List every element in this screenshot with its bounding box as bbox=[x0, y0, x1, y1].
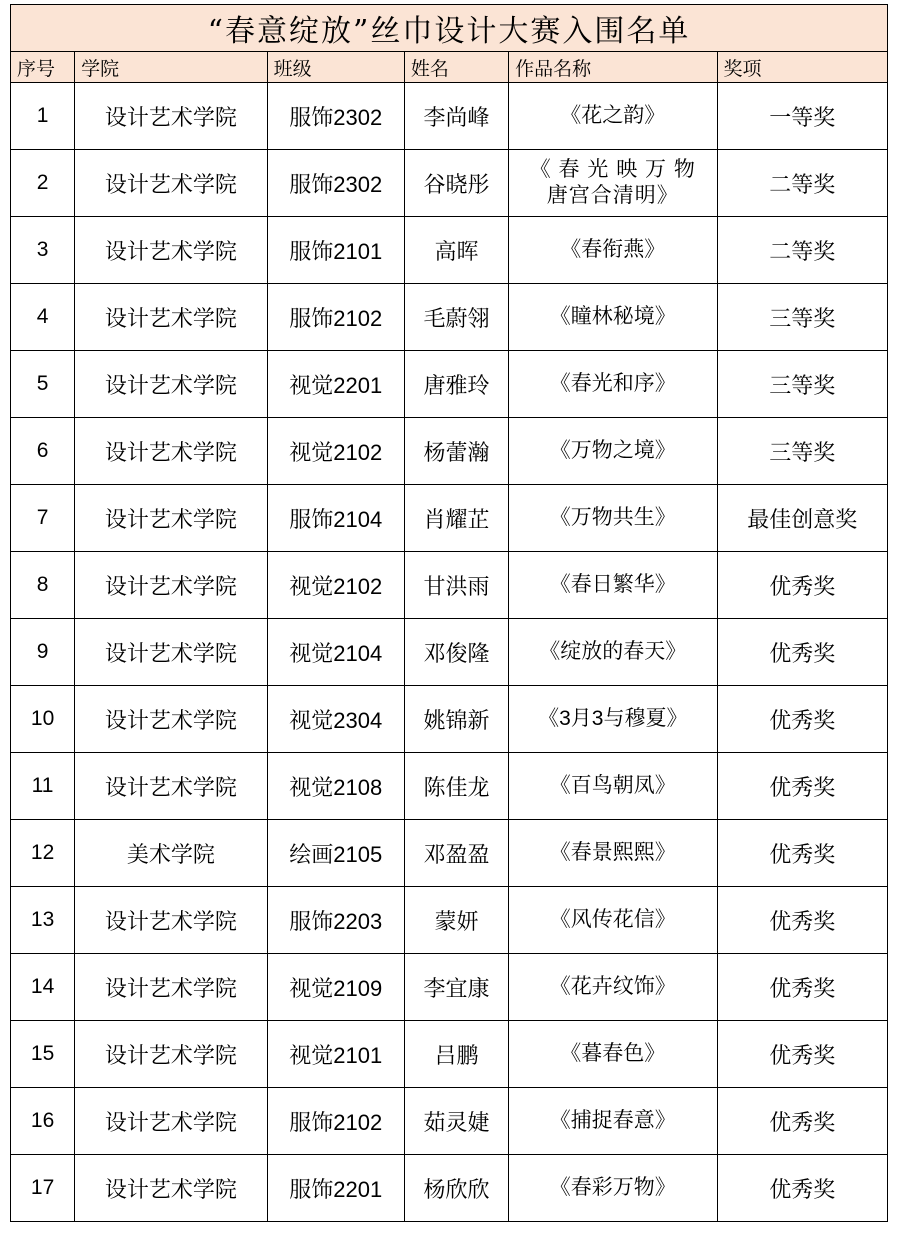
cell-index: 2 bbox=[11, 150, 75, 217]
cell-award: 一等奖 bbox=[717, 83, 887, 150]
cell-work bbox=[509, 150, 717, 217]
cell-college: 设计艺术学院 bbox=[75, 485, 267, 552]
cell-name: 蒙妍 bbox=[404, 887, 508, 954]
cell-work: 《花之韵》 bbox=[509, 83, 717, 150]
cell-work-line1: 《 春 光 映 万 物 bbox=[529, 157, 696, 181]
column-header-award: 奖项 bbox=[717, 52, 887, 83]
cell-college: 设计艺术学院 bbox=[75, 887, 267, 954]
cell-index: 4 bbox=[11, 284, 75, 351]
cell-name: 甘洪雨 bbox=[404, 552, 508, 619]
cell-college: 设计艺术学院 bbox=[75, 284, 267, 351]
table-row bbox=[11, 1155, 888, 1222]
cell-index: 3 bbox=[11, 217, 75, 284]
cell-work: 《万物之境》 bbox=[509, 418, 717, 485]
cell-work: 《春景熙熙》 bbox=[509, 820, 717, 887]
cell-college: 设计艺术学院 bbox=[75, 686, 267, 753]
cell-award: 优秀奖 bbox=[717, 552, 887, 619]
cell-class: 视觉2201 bbox=[267, 351, 404, 418]
cell-name: 姚锦新 bbox=[404, 686, 508, 753]
cell-index: 17 bbox=[11, 1155, 75, 1222]
cell-name: 谷晓彤 bbox=[404, 150, 508, 217]
cell-college: 设计艺术学院 bbox=[75, 552, 267, 619]
cell-work: 《花卉纹饰》 bbox=[509, 954, 717, 1021]
cell-award: 优秀奖 bbox=[717, 887, 887, 954]
cell-college: 设计艺术学院 bbox=[75, 83, 267, 150]
title-row bbox=[11, 5, 888, 52]
cell-award: 二等奖 bbox=[717, 150, 887, 217]
cell-work: 《春日繁华》 bbox=[509, 552, 717, 619]
cell-class: 视觉2104 bbox=[267, 619, 404, 686]
cell-index: 12 bbox=[11, 820, 75, 887]
column-header-college: 学院 bbox=[75, 52, 267, 83]
table-row bbox=[11, 351, 888, 418]
table-row bbox=[11, 1088, 888, 1155]
cell-work: 《绽放的春天》 bbox=[509, 619, 717, 686]
cell-award: 最佳创意奖 bbox=[717, 485, 887, 552]
cell-college: 设计艺术学院 bbox=[75, 418, 267, 485]
table-row bbox=[11, 954, 888, 1021]
cell-class: 视觉2304 bbox=[267, 686, 404, 753]
cell-class: 视觉2109 bbox=[267, 954, 404, 1021]
cell-class: 服饰2302 bbox=[267, 150, 404, 217]
table-row bbox=[11, 418, 888, 485]
cell-work: 《瞳林秘境》 bbox=[509, 284, 717, 351]
table-header-row bbox=[11, 52, 888, 83]
cell-award: 三等奖 bbox=[717, 351, 887, 418]
cell-work: 《风传花信》 bbox=[509, 887, 717, 954]
cell-name: 邓盈盈 bbox=[404, 820, 508, 887]
cell-work: 《万物共生》 bbox=[509, 485, 717, 552]
cell-college: 设计艺术学院 bbox=[75, 351, 267, 418]
cell-work: 《捕捉春意》 bbox=[509, 1088, 717, 1155]
cell-index: 14 bbox=[11, 954, 75, 1021]
cell-index: 1 bbox=[11, 83, 75, 150]
cell-class: 服饰2302 bbox=[267, 83, 404, 150]
cell-work: 《暮春色》 bbox=[509, 1021, 717, 1088]
cell-index: 13 bbox=[11, 887, 75, 954]
cell-name: 陈佳龙 bbox=[404, 753, 508, 820]
cell-index: 5 bbox=[11, 351, 75, 418]
cell-class: 服饰2203 bbox=[267, 887, 404, 954]
cell-class: 视觉2102 bbox=[267, 552, 404, 619]
cell-index: 10 bbox=[11, 686, 75, 753]
cell-name: 邓俊隆 bbox=[404, 619, 508, 686]
cell-class: 服饰2101 bbox=[267, 217, 404, 284]
page-title: “春意绽放”丝巾设计大赛入围名单 bbox=[11, 5, 888, 52]
table-row bbox=[11, 1021, 888, 1088]
cell-name: 吕鹏 bbox=[404, 1021, 508, 1088]
cell-index: 7 bbox=[11, 485, 75, 552]
column-header-index: 序号 bbox=[11, 52, 75, 83]
table-row bbox=[11, 552, 888, 619]
cell-name: 李尚峰 bbox=[404, 83, 508, 150]
cell-name: 杨蕾瀚 bbox=[404, 418, 508, 485]
column-header-work: 作品名称 bbox=[509, 52, 717, 83]
cell-work-line2: 唐宫合清明》 bbox=[546, 184, 679, 207]
table-row bbox=[11, 217, 888, 284]
cell-college: 设计艺术学院 bbox=[75, 217, 267, 284]
cell-college: 设计艺术学院 bbox=[75, 1155, 267, 1222]
cell-class: 绘画2105 bbox=[267, 820, 404, 887]
cell-award: 优秀奖 bbox=[717, 1088, 887, 1155]
table-row bbox=[11, 284, 888, 351]
cell-award: 三等奖 bbox=[717, 284, 887, 351]
cell-index: 9 bbox=[11, 619, 75, 686]
cell-work: 《春光和序》 bbox=[509, 351, 717, 418]
cell-index: 6 bbox=[11, 418, 75, 485]
cell-award: 三等奖 bbox=[717, 418, 887, 485]
cell-award: 优秀奖 bbox=[717, 954, 887, 1021]
cell-name: 茹灵婕 bbox=[404, 1088, 508, 1155]
column-header-name: 姓名 bbox=[404, 52, 508, 83]
cell-name: 李宜康 bbox=[404, 954, 508, 1021]
table-row bbox=[11, 887, 888, 954]
cell-work: 《百鸟朝凤》 bbox=[509, 753, 717, 820]
cell-college: 设计艺术学院 bbox=[75, 1088, 267, 1155]
table-row bbox=[11, 83, 888, 150]
column-header-class: 班级 bbox=[267, 52, 404, 83]
cell-name: 杨欣欣 bbox=[404, 1155, 508, 1222]
table-row bbox=[11, 150, 888, 217]
cell-college: 设计艺术学院 bbox=[75, 753, 267, 820]
table-row bbox=[11, 753, 888, 820]
cell-class: 视觉2101 bbox=[267, 1021, 404, 1088]
cell-award: 优秀奖 bbox=[717, 753, 887, 820]
table-body bbox=[11, 5, 888, 1222]
cell-class: 视觉2108 bbox=[267, 753, 404, 820]
cell-award: 优秀奖 bbox=[717, 1155, 887, 1222]
table-row bbox=[11, 686, 888, 753]
cell-class: 服饰2102 bbox=[267, 284, 404, 351]
cell-college: 美术学院 bbox=[75, 820, 267, 887]
cell-work: 《春衔燕》 bbox=[509, 217, 717, 284]
cell-class: 视觉2102 bbox=[267, 418, 404, 485]
cell-index: 11 bbox=[11, 753, 75, 820]
cell-college: 设计艺术学院 bbox=[75, 150, 267, 217]
cell-name: 高晖 bbox=[404, 217, 508, 284]
table-row bbox=[11, 820, 888, 887]
cell-class: 服饰2104 bbox=[267, 485, 404, 552]
cell-award: 优秀奖 bbox=[717, 686, 887, 753]
cell-college: 设计艺术学院 bbox=[75, 619, 267, 686]
cell-college: 设计艺术学院 bbox=[75, 954, 267, 1021]
cell-work: 《春彩万物》 bbox=[509, 1155, 717, 1222]
table-row bbox=[11, 619, 888, 686]
cell-index: 15 bbox=[11, 1021, 75, 1088]
cell-award: 二等奖 bbox=[717, 217, 887, 284]
cell-name: 唐雅玲 bbox=[404, 351, 508, 418]
cell-award: 优秀奖 bbox=[717, 820, 887, 887]
cell-work: 《3月3与穆夏》 bbox=[509, 686, 717, 753]
cell-award: 优秀奖 bbox=[717, 619, 887, 686]
cell-index: 8 bbox=[11, 552, 75, 619]
cell-name: 肖耀芷 bbox=[404, 485, 508, 552]
cell-index: 16 bbox=[11, 1088, 75, 1155]
cell-award: 优秀奖 bbox=[717, 1021, 887, 1088]
cell-class: 服饰2102 bbox=[267, 1088, 404, 1155]
award-list-table bbox=[10, 4, 888, 1222]
cell-college: 设计艺术学院 bbox=[75, 1021, 267, 1088]
table-row bbox=[11, 485, 888, 552]
cell-name: 毛蔚翎 bbox=[404, 284, 508, 351]
cell-class: 服饰2201 bbox=[267, 1155, 404, 1222]
